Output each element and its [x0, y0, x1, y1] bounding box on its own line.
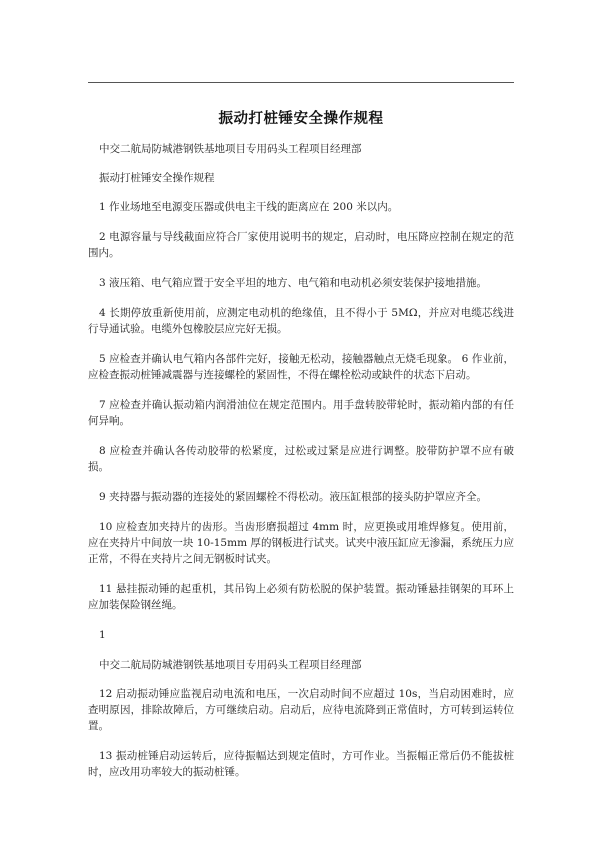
- rule-item-3: 3 液压箱、电气箱应置于安全平坦的地方、电气箱和电动机必须安装保护接地措施。: [99, 277, 488, 289]
- rule-item-8: 8 应检查并确认各传动胶带的松紧度，过松或过紧是应进行调整。胶带防护罩不应有破损。: [88, 445, 514, 473]
- rule-item-10: 10 应检查加夹持片的齿形。当齿形磨损超过 4mm 时，应更换或用堆焊修复。使用前，应在夹持片中间放一块 10-15mm 厚的钢板进行试夹。试夹中液压缸应无渗漏，系统压力应正常，不得在夹持片之间无钢板时试夹。: [88, 521, 514, 565]
- header-org-repeat: 中交二航局防城港钢铁基地项目专用码头工程项目经理部: [99, 659, 362, 671]
- rule-item-11: 11 悬挂振动锤的起重机，其吊钩上必须有防松脱的保护装置。振动锤悬挂钢架的耳环上应加装保险钢丝绳。: [88, 583, 514, 611]
- rule-item-1: 1 作业场地至电源变压器或供电主干线的距离应在 200 米以内。: [99, 201, 399, 213]
- rule-item-4: 4 长期停放重新使用前，应测定电动机的绝缘值，且不得小于 5MΩ，并应对电缆芯线进行导通试验。电缆外包橡胶层应完好无损。: [88, 307, 514, 335]
- rule-item-2: 2 电源容量与导线截面应符合厂家使用说明书的规定，启动时，电压降应控制在规定的范围内。: [88, 231, 514, 259]
- rule-item-13: 13 振动桩锤启动运转后，应待振幅达到规定值时，方可作业。当振幅正常后仍不能拔桩时，应改用功率较大的振动桩锤。: [88, 750, 514, 778]
- rule-item-5-6: 5 应检查并确认电气箱内各部件完好，接触无松动，接触器触点无烧毛现象。 6 作业前，应检查振动桩锤减震器与连接螺栓的紧固性，不得在螺栓松动或缺件的状态下启动。: [88, 353, 514, 381]
- page-number: 1: [99, 629, 106, 641]
- rule-item-7: 7 应检查并确认振动箱内润滑油位在规定范围内。用手盘转胶带轮时，振动箱内部的有任何异响。: [88, 399, 514, 427]
- document-body: [88, 141, 514, 794]
- top-divider: [88, 82, 514, 83]
- rule-item-12: 12 启动振动锤应监视启动电流和电压，一次启动时间不应超过 10s，当启动困难时，应查明原因，排除故障后，方可继续启动。启动后，应待电流降到正常值时，方可转到运转位置。: [88, 688, 514, 732]
- document-subtitle: 振动打桩锤安全操作规程: [99, 172, 215, 184]
- header-org: 中交二航局防城港钢铁基地项目专用码头工程项目经理部: [99, 143, 362, 155]
- document-title: 振动打桩锤安全操作规程: [218, 111, 384, 127]
- rule-item-9: 9 夹持器与振动器的连接处的紧固螺栓不得松动。液压缸根部的接头防护罩应齐全。: [99, 491, 488, 503]
